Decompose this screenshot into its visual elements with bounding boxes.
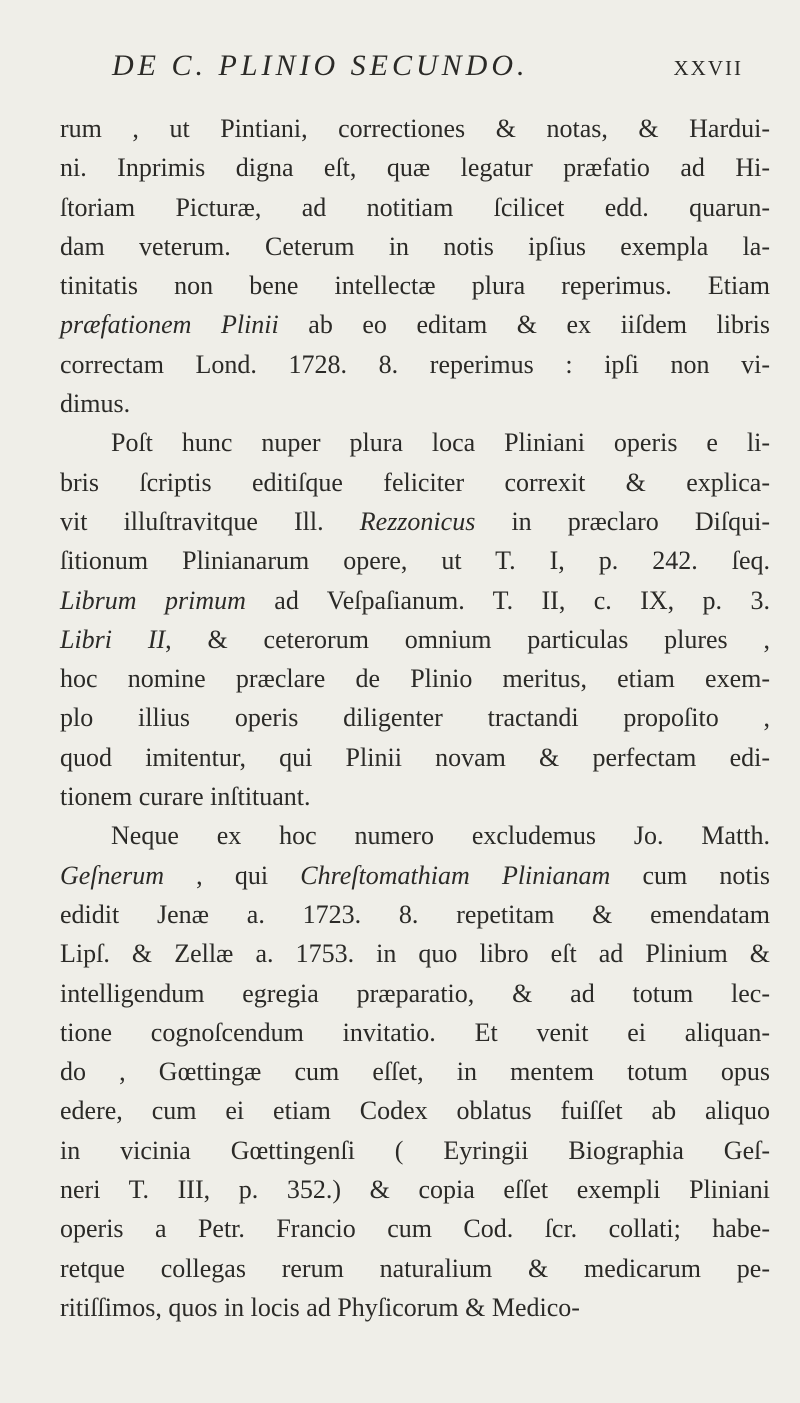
text-line (60, 1013, 770, 1052)
text-run: neri T. III, p. 352.) & copia eſſet exempli Pliniani (60, 1175, 770, 1205)
text-run: , qui (163, 860, 301, 890)
text-run: dimus. (60, 389, 131, 419)
text-line (60, 188, 770, 227)
text-line (60, 974, 770, 1013)
text-run: in vicinia Gœttingenſi ( Eyringii Biographia Geſ- (60, 1135, 770, 1165)
running-title: DE C. PLINIO SECUNDO. (112, 49, 529, 82)
text-run: Lipſ. & Zellæ a. 1753. in quo libro eſt ad Plinium & (60, 939, 770, 969)
text-run: hoc nomine præclare de Plinio meritus, etiam exem- (60, 664, 770, 694)
text-run: retque collegas rerum naturalium & medicarum pe- (60, 1253, 770, 1283)
text-line (60, 856, 770, 895)
text-run: ritiſſimos, quos in locis ad Phyſicorum & Medico- (60, 1292, 580, 1322)
text-line (60, 109, 770, 148)
text-run: ſtoriam Picturæ, ad notitiam ſcilicet edd. quarun- (60, 192, 770, 222)
text-run: ad Veſpaſianum. T. II, c. IX, p. 3. (245, 585, 770, 615)
text-line (60, 738, 770, 777)
text-run: do , Gœttingæ cum eſſet, in mentem totum opus (60, 1057, 770, 1087)
italic-text: Chreſtomathiam Plinianam (300, 860, 611, 890)
text-line (60, 1209, 770, 1248)
text-line (60, 698, 770, 737)
italic-text: præfationem Plinii (60, 310, 279, 340)
text-run: , & ceterorum omnium particulas plures , (165, 624, 770, 654)
text-run: tione cognoſcendum invitatio. Et venit ei aliquan- (60, 1017, 770, 1047)
text-line (60, 1170, 770, 1209)
text-line (60, 1052, 770, 1091)
italic-text: Libri II (60, 624, 166, 654)
text-line (60, 620, 770, 659)
text-run: quod imitentur, qui Plinii novam & perfectam edi- (60, 742, 770, 772)
text-line (60, 345, 770, 384)
text-run: intelligendum egregia præparatio, & ad totum lec- (60, 978, 770, 1008)
text-run: correctam Lond. 1728. 8. reperimus : ipſi non vi- (60, 349, 770, 379)
text-run: vit illuſtravitque Ill. (60, 506, 360, 536)
text-line (60, 777, 770, 816)
text-run: plo illius operis diligenter tractandi propoſito , (60, 703, 770, 733)
text-run: dam veterum. Ceterum in notis ipſius exempla la- (60, 231, 770, 261)
text-line (60, 384, 770, 423)
text-run: edere, cum ei etiam Codex oblatus fuiſſet ab aliquo (60, 1096, 770, 1126)
text-run: bris ſcriptis editiſque feliciter correxit & explica- (60, 467, 770, 497)
text-line (60, 423, 770, 462)
text-run: Neque ex hoc numero excludemus Jo. Matth. (111, 821, 770, 851)
text-run: cum notis (610, 860, 770, 890)
text-line (60, 541, 770, 580)
text-line (60, 502, 770, 541)
text-line (60, 581, 770, 620)
text-run: tionem curare inſtituant. (60, 782, 311, 812)
page-number: XXVII (673, 56, 743, 80)
text-line (60, 1091, 770, 1130)
text-line (60, 305, 770, 344)
text-line (60, 659, 770, 698)
text-line (60, 1249, 770, 1288)
text-line (60, 1288, 770, 1327)
text-run: in præclaro Diſqui- (475, 506, 771, 536)
text-line (60, 227, 770, 266)
text-run: edidit Jenæ a. 1723. 8. repetitam & emendatam (60, 899, 770, 929)
text-run: Poſt hunc nuper plura loca Pliniani operis e li- (111, 428, 770, 458)
text-run: tinitatis non bene intellectæ plura reperimus. Etiam (60, 271, 770, 301)
text-line (60, 816, 770, 855)
text-run: operis a Petr. Francio cum Cod. ſcr. collati; habe- (60, 1214, 770, 1244)
italic-text: Librum primum (60, 585, 246, 615)
running-head (0, 46, 800, 86)
text-run: ſitionum Plinianarum opere, ut T. I, p. 242. ſeq. (60, 546, 770, 576)
text-line (60, 148, 770, 187)
text-line (60, 266, 770, 305)
text-run: rum , ut Pintiani, correctiones & notas, & Hardui- (60, 114, 770, 143)
text-line (60, 1131, 770, 1170)
body-text (60, 109, 770, 1327)
italic-text: Rezzonicus (359, 506, 476, 536)
italic-text: Geſnerum (60, 860, 164, 890)
text-line (60, 463, 770, 502)
text-run: ni. Inprimis digna eſt, quæ legatur præfatio ad Hi- (60, 153, 770, 183)
text-line (60, 895, 770, 934)
text-run: ab eo editam & ex iiſdem libris (278, 310, 770, 340)
text-line (60, 934, 770, 973)
